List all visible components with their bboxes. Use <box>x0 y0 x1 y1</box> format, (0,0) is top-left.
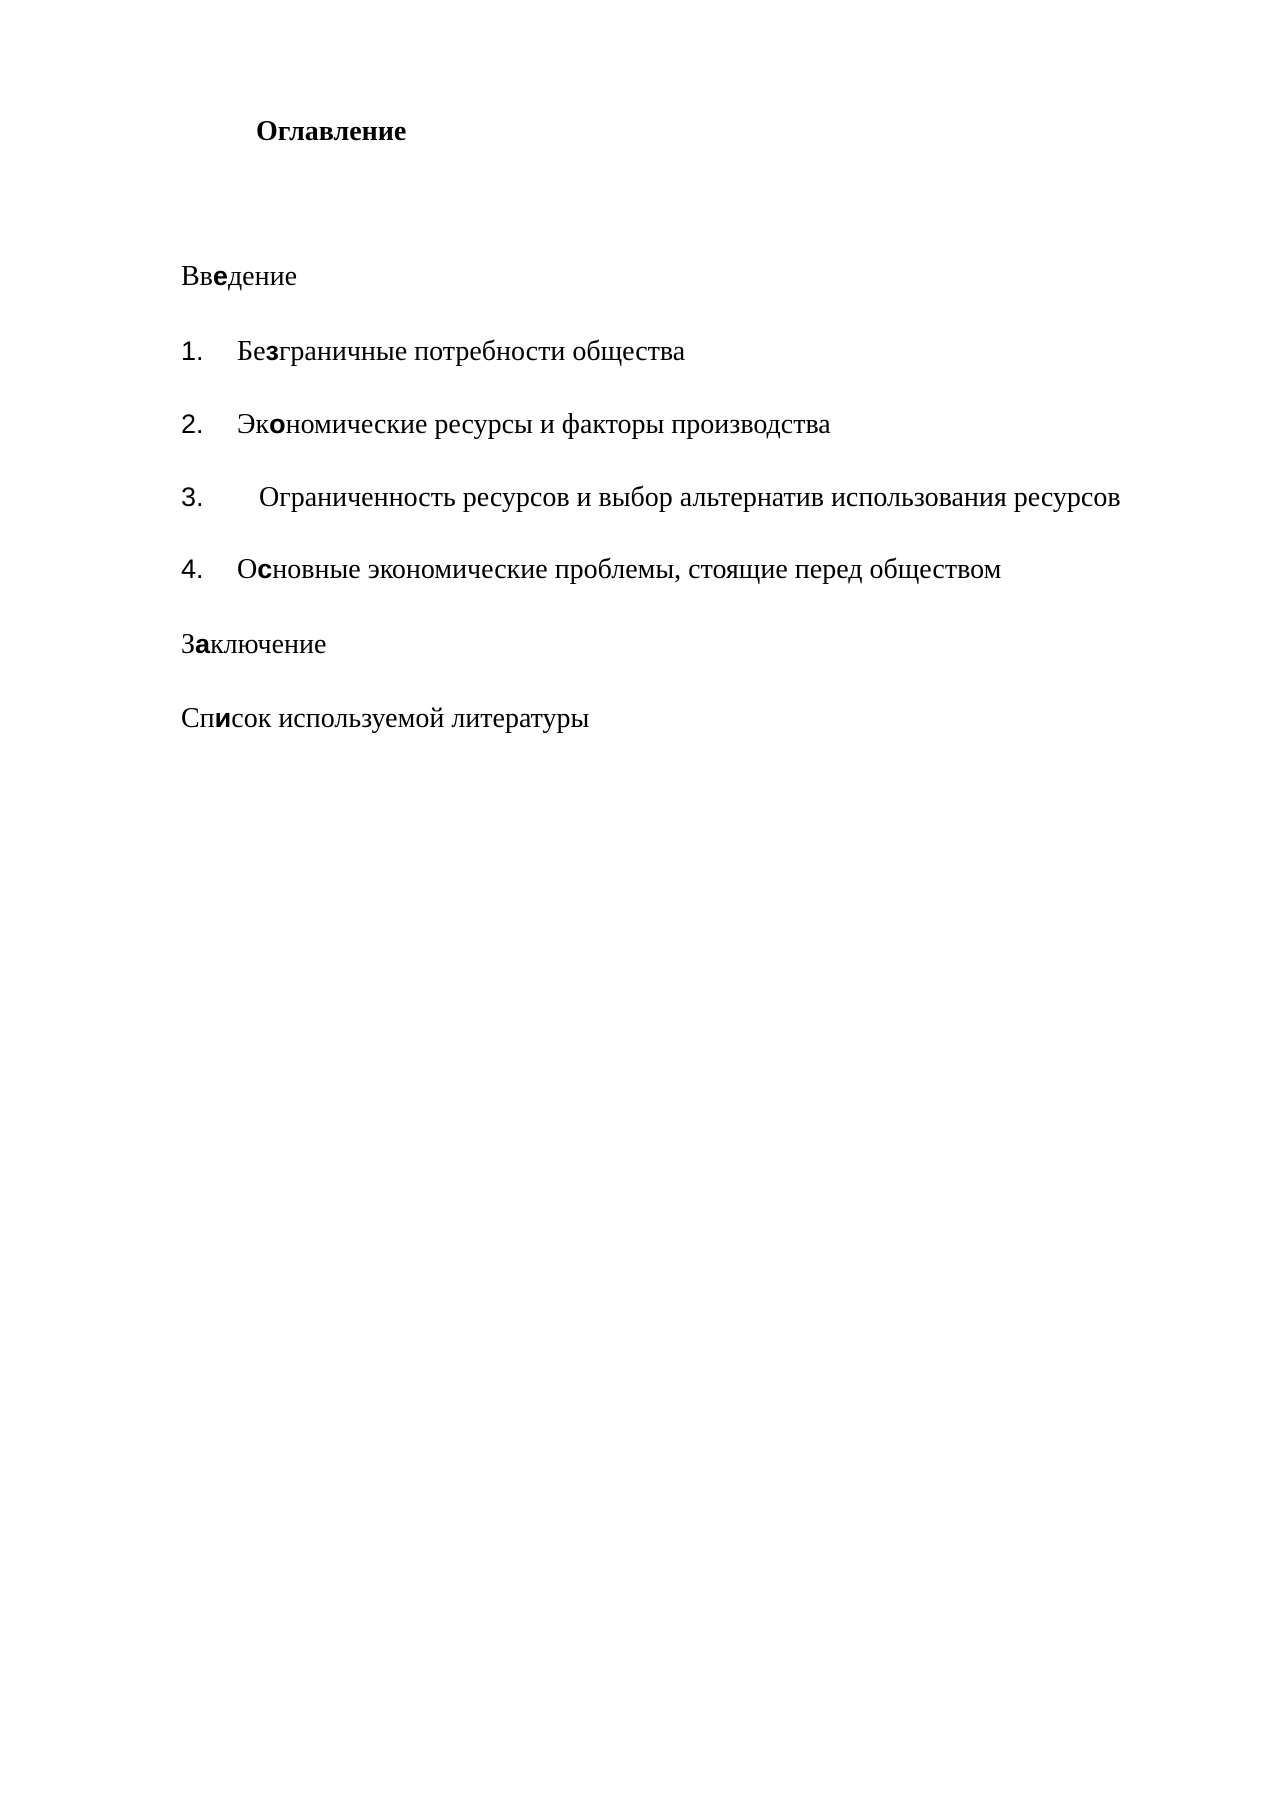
toc-entry-2 <box>181 411 831 439</box>
toc-entry-1 <box>181 338 685 366</box>
toc-entry-text: дение <box>227 261 298 292</box>
toc-entry-accent: а <box>195 629 211 659</box>
toc-entry-number: 2. <box>181 409 204 439</box>
toc-entry-accent: е <box>212 261 228 291</box>
toc-entry-accent: о <box>269 409 286 439</box>
toc-entry-text: Бе <box>237 336 266 367</box>
toc-entry-text: ключение <box>210 629 327 660</box>
toc-entry-introduction <box>181 263 297 291</box>
toc-entry-text: граничные потребности общества <box>278 336 686 367</box>
toc-entry-references <box>181 705 589 733</box>
toc-entry-text: З <box>181 629 196 660</box>
toc-entry-conclusion <box>181 631 326 659</box>
toc-entry-4 <box>181 556 1001 584</box>
toc-entry-number: 3. <box>181 482 204 512</box>
toc-title: Оглавление <box>256 116 407 147</box>
toc-entry-text: номические ресурсы и факторы производства <box>285 409 831 440</box>
toc-entry-text: новные экономические проблемы, стоящие перед обществом <box>272 554 1002 585</box>
toc-entry-text: Ограниченность ресурсов и выбор альтернатив использования ресурсов <box>259 482 1121 513</box>
toc-entry-accent: з <box>265 336 279 366</box>
toc-entry-text: О <box>237 554 258 585</box>
toc-entry-text: Эк <box>237 409 270 440</box>
toc-entry-accent: и <box>214 703 232 733</box>
toc-entry-text: сок используемой литературы <box>231 703 590 734</box>
toc-entry-text: Вв <box>181 261 213 292</box>
toc-entry-accent: с <box>257 554 273 584</box>
toc-entry-number: 4. <box>181 554 204 584</box>
toc-entry-3 <box>181 484 1121 512</box>
toc-entry-text: Сп <box>181 703 215 734</box>
toc-entry-number: 1. <box>181 336 204 366</box>
